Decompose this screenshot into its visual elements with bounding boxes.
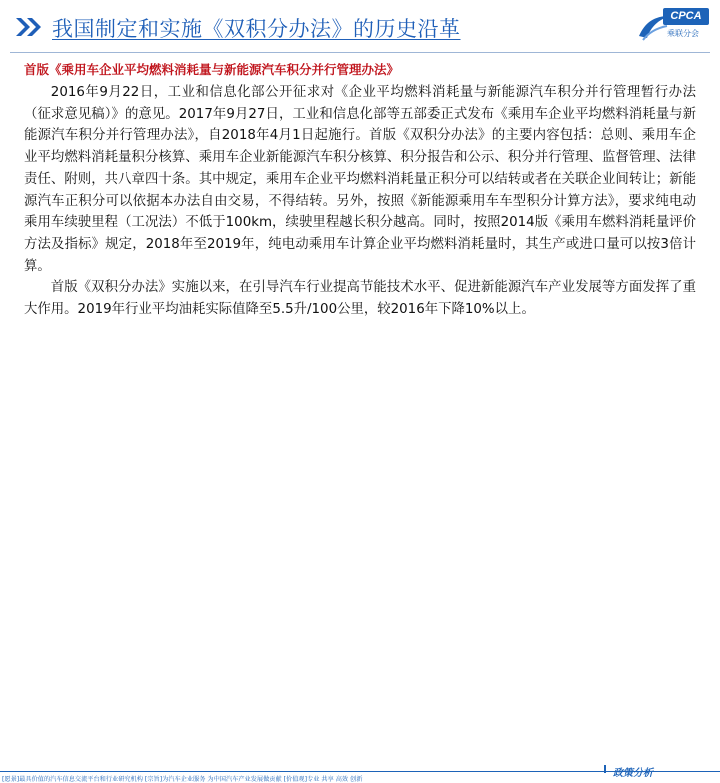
header-divider [10, 52, 710, 53]
footer-slogan: [愿景]最具价值的汽车信息交流平台和行业研究机构 [宗旨]为汽车企业服务 为中国汽车产业发展做贡献 [价值观]专业 共享 高效 创新 [2, 776, 363, 783]
paragraph-1: 2016年9月22日，工业和信息化部公开征求对《企业平均燃料消耗量与新能源汽车积分并行管理暂行办法（征求意见稿）》的意见。2017年9月27日，工业和信息化部等五部委正式发布《乘用车企业平均燃料消耗量与新能源汽车积分并行管理办法》，自2018年4月1日起施行。首版《双积分办法》的主要内容包括：总则、乘用车企业平均燃料消耗量积分核算、乘用车企业新能源汽车积分核算、积分报告和公示、积分并行管理、监督管理、法律责任、附则，共八章四十条。其中规定，乘用车企业平均燃料消耗量正积分可以结转或者在关联企业间转让；新能源汽车正积分可以依据本办法自由交易，不得结转。另外，按照《新能源乘用车车型积分计算方法》，要求纯电动乘用车续驶里程（工况法）不低于100km，续驶里程越长积分越高。同时，按照2014版《乘用车燃料消耗量评价方法及指标》规定，2018年至2019年，纯电动乘用车计算企业平均燃料消耗量时，其生产或进口量可以按3倍计算。 [24, 85, 696, 274]
cpca-logo [637, 8, 715, 46]
section-heading: 首版《乘用车企业平均燃料消耗量与新能源汽车积分并行管理办法》 [24, 62, 400, 77]
footer-signature: 政策分析 [613, 768, 653, 779]
logo-subtitle: 乘联分会 [667, 29, 699, 38]
footer-marker [604, 765, 606, 773]
footer-divider [0, 771, 720, 772]
paragraph-2: 首版《双积分办法》实施以来，在引导汽车行业提高节能技术水平、促进新能源汽车产业发展等方面发挥了重大作用。2019年行业平均油耗实际值降至5.5升/100公里，较2016年下降10%以上。 [24, 280, 696, 318]
footer [0, 383, 720, 783]
page-title: 我国制定和实施《双积分办法》的历史沿革 [52, 17, 461, 41]
double-chevron-right-icon [14, 16, 44, 38]
main-content [24, 60, 696, 321]
slide-header [0, 0, 720, 56]
logo-badge: CPCA [663, 8, 709, 25]
